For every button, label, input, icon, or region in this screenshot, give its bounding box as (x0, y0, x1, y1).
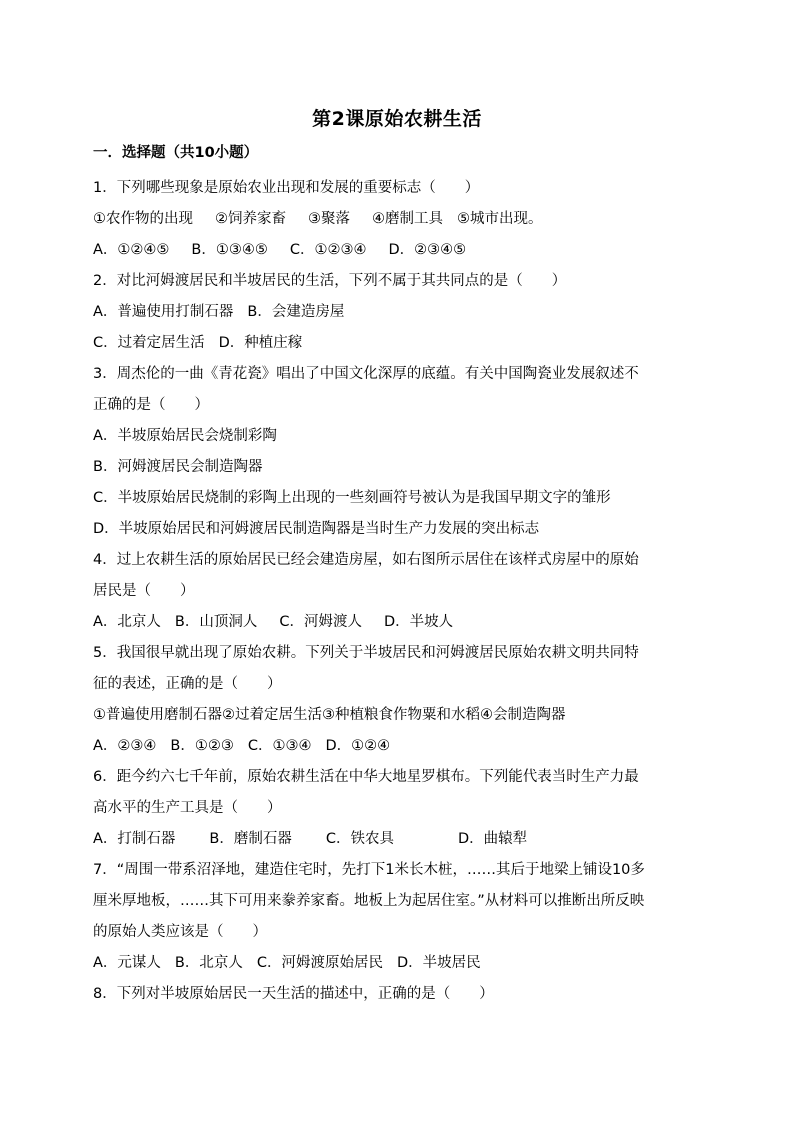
page-title: 第2课原始农耕生活 (312, 108, 482, 130)
q3-option-a: A．半坡原始居民会烧制彩陶 (93, 428, 277, 444)
question-7-stem-line-2: 厘米厚地板，……其下可用来豢养家畜。地板上为起居住室。”从材料可以推断出所反映 (93, 893, 645, 909)
question-1-options (93, 235, 713, 266)
question-1-items (93, 204, 713, 235)
q3-option-b: B．河姆渡居民会制造陶器 (93, 459, 263, 475)
q2-option-b: B．会建造房屋 (247, 304, 345, 320)
q3-option-c: C．半坡原始居民烧制的彩陶上出现的一些刻画符号被认为是我国早期文字的雏形 (93, 490, 611, 506)
question-5-items: ①普遍使用磨制石器②过着定居生活③种植粮食作物粟和水稻④会制造陶器 (93, 707, 566, 723)
q6-option-a: A．打制石器 (93, 831, 176, 847)
q1-option-b: B．①③④⑤ (191, 242, 268, 258)
question-6-options (93, 824, 713, 855)
q4-option-d: D．半坡人 (384, 614, 454, 630)
question-list (93, 142, 713, 1010)
question-6-stem-line-1: 6．距今约六七千年前，原始农耕生活在中华大地星罗棋布。下列能代表当时生产力最 (93, 769, 639, 785)
question-4-options (93, 607, 713, 638)
question-3-stem-line-1: 3．周杰伦的一曲《青花瓷》唱出了中国文化深厚的底蕴。有关中国陶瓷业发展叙述不 (93, 366, 639, 382)
q1-item-2: ②饲养家畜 (215, 211, 286, 227)
q1-option-d: D．②③④⑤ (388, 242, 467, 258)
question-7-stem-line-1: 7．“周围一带系沼泽地，建造住宅时，先打下1米长木桩，……其后于地梁上铺设10多 (93, 862, 645, 878)
q4-option-b: B．山顶洞人 (174, 614, 258, 630)
q2-option-a: A．普遍使用打制石器 (93, 304, 234, 320)
q5-option-b: B．①②③ (170, 738, 234, 754)
q7-option-c: C．河姆渡原始居民 (256, 955, 383, 971)
section-heading: 一．选择题（共10小题） (93, 145, 259, 161)
q1-option-a: A．①②④⑤ (93, 242, 170, 258)
q2-option-c: C．过着定居生活 (93, 335, 205, 351)
question-7-options (93, 948, 713, 979)
question-6-stem-line-2: 高水平的生产工具是（ ） (93, 800, 282, 816)
question-1-stem: 1．下列哪些现象是原始农业出现和发展的重要标志（ ） (93, 180, 480, 196)
q6-option-d: D．曲辕犁 (458, 831, 528, 847)
q6-option-c: C．铁农具 (325, 831, 394, 847)
question-2-options-row-1 (93, 297, 713, 328)
question-5-options (93, 731, 713, 762)
q5-option-d: D．①②④ (325, 738, 391, 754)
question-7-stem-line-3: 的原始人类应该是（ ） (93, 924, 267, 940)
q7-option-b: B．北京人 (174, 955, 243, 971)
q4-option-c: C．河姆渡人 (279, 614, 362, 630)
q4-option-a: A．北京人 (93, 614, 161, 630)
q2-option-d: D．种植庄稼 (218, 335, 303, 351)
q1-item-3: ③聚落 (308, 211, 350, 227)
question-4-stem-line-2: 居民是（ ） (93, 583, 195, 599)
q1-item-5: ⑤城市出现。 (457, 211, 543, 227)
question-4-stem-line-1: 4．过上农耕生活的原始居民已经会建造房屋，如右图所示居住在该样式房屋中的原始 (93, 552, 639, 568)
question-5-stem-line-1: 5．我国很早就出现了原始农耕。下列关于半坡居民和河姆渡居民原始农耕文明共同特 (93, 645, 639, 661)
q6-option-b: B．磨制石器 (209, 831, 292, 847)
question-8-stem: 8．下列对半坡原始居民一天生活的描述中，正确的是（ ） (93, 986, 494, 1002)
q1-option-c: C．①②③④ (289, 242, 367, 258)
q7-option-d: D．半坡居民 (397, 955, 481, 971)
q3-option-d: D．半坡原始居民和河姆渡居民制造陶器是当时生产力发展的突出标志 (93, 521, 540, 537)
q5-option-c: C．①③④ (247, 738, 312, 754)
question-3-stem-line-2: 正确的是（ ） (93, 397, 209, 413)
question-2-options-row-2 (93, 328, 713, 359)
question-5-stem-line-2: 征的表述，正确的是（ ） (93, 676, 282, 692)
q1-item-1: ①农作物的出现 (93, 211, 193, 227)
q7-option-a: A．元谋人 (93, 955, 161, 971)
question-2-stem: 2．对比河姆渡居民和半坡居民的生活，下列不属于其共同点的是（ ） (93, 273, 567, 289)
q5-option-a: A．②③④ (93, 738, 157, 754)
q1-item-4: ④磨制工具 (372, 211, 443, 227)
